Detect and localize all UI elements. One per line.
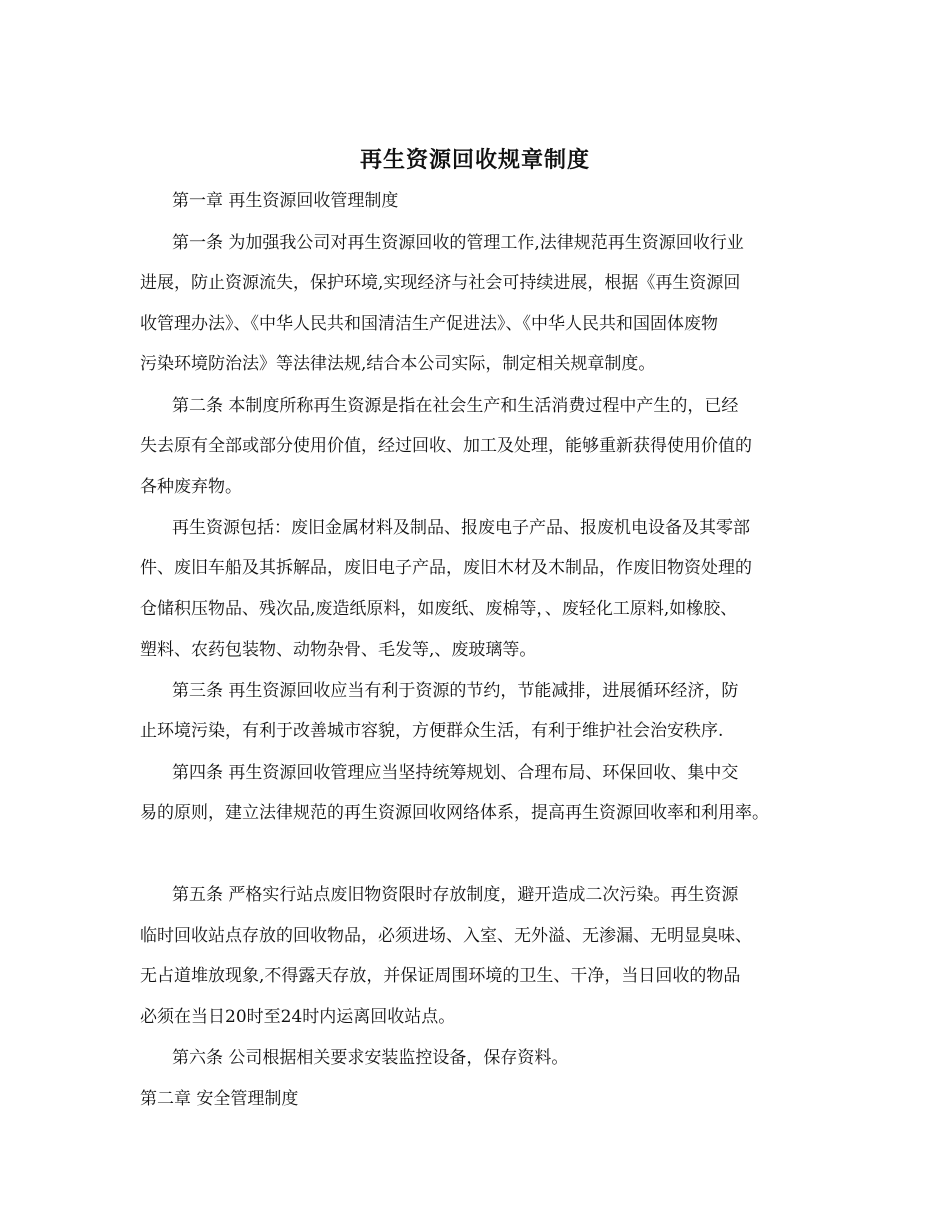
article-2-line-2: 失去原有全部或部分使用价值，经过回收、加工及处理，能够重新获得使用价值的 [140, 436, 752, 456]
article-2-line-1: 第二条 本制度所称再生资源是指在社会生产和生活消费过程中产生的，已经 [172, 396, 739, 416]
resources-line-3: 仓储积压物品、残次品,废造纸原料，如废纸、废棉等，、废轻化工原料,如橡胶、 [140, 599, 738, 619]
chapter-2-heading: 第二章 安全管理制度 [140, 1089, 299, 1109]
resources-line-1: 再生资源包括：废旧金属材料及制品、报废电子产品、报废机电设备及其零部 [172, 518, 750, 538]
article-4-line-1: 第四条 再生资源回收管理应当坚持统筹规划、合理布局、环保回收、集中交 [172, 763, 739, 783]
article-1-line-2: 进展，防止资源流失，保护环境,实现经济与社会可持续进展，根据《再生资源回 [140, 273, 741, 293]
article-2-line-3: 各种废弃物。 [140, 477, 242, 497]
article-4-line-2: 易的原则，建立法律规范的再生资源回收网络体系，提高再生资源回收率和利用率。 [140, 803, 769, 823]
article-1-line-3: 收管理办法》、《中华人民共和国清洁生产促进法》、《中华人民共和国固体废物 [140, 314, 718, 334]
document-title: 再生资源回收规章制度 [359, 147, 590, 173]
resources-line-2: 件、废旧车船及其拆解品，废旧电子产品，废旧木材及木制品，作废旧物资处理的 [140, 558, 752, 578]
article-1-line-4: 污染环境防治法》等法律法规,结合本公司实际，制定相关规章制度。 [140, 354, 656, 374]
article-3-line-2: 止环境污染，有利于改善城市容貌，方便群众生活，有利于维护社会治安秩序. [140, 721, 724, 741]
article-3-line-1: 第三条 再生资源回收应当有利于资源的节约，节能减排，进展循环经济，防 [172, 681, 739, 701]
resources-line-4: 塑料、农药包装物、动物杂骨、毛发等,、废玻璃等。 [140, 640, 537, 660]
article-5-line-1: 第五条 严格实行站点废旧物资限时存放制度，避开造成二次污染。再生资源 [172, 885, 739, 905]
article-5-line-2: 临时回收站点存放的回收物品，必须进场、入室、无外溢、无渗漏、无明显臭味、 [140, 926, 752, 946]
article-5-line-3: 无占道堆放现象,不得露天存放，并保证周围环境的卫生、干净，当日回收的物品 [140, 966, 741, 986]
article-5-line-4: 必须在当日20时至24时内运离回收站点。 [140, 1007, 456, 1027]
article-6-line-1: 第六条 公司根据相关要求安装监控设备，保存资料。 [172, 1048, 569, 1068]
chapter-1-heading: 第一章 再生资源回收管理制度 [172, 191, 399, 211]
article-1-line-1: 第一条 为加强我公司对再生资源回收的管理工作,法律规范再生资源回收行业 [172, 233, 744, 253]
